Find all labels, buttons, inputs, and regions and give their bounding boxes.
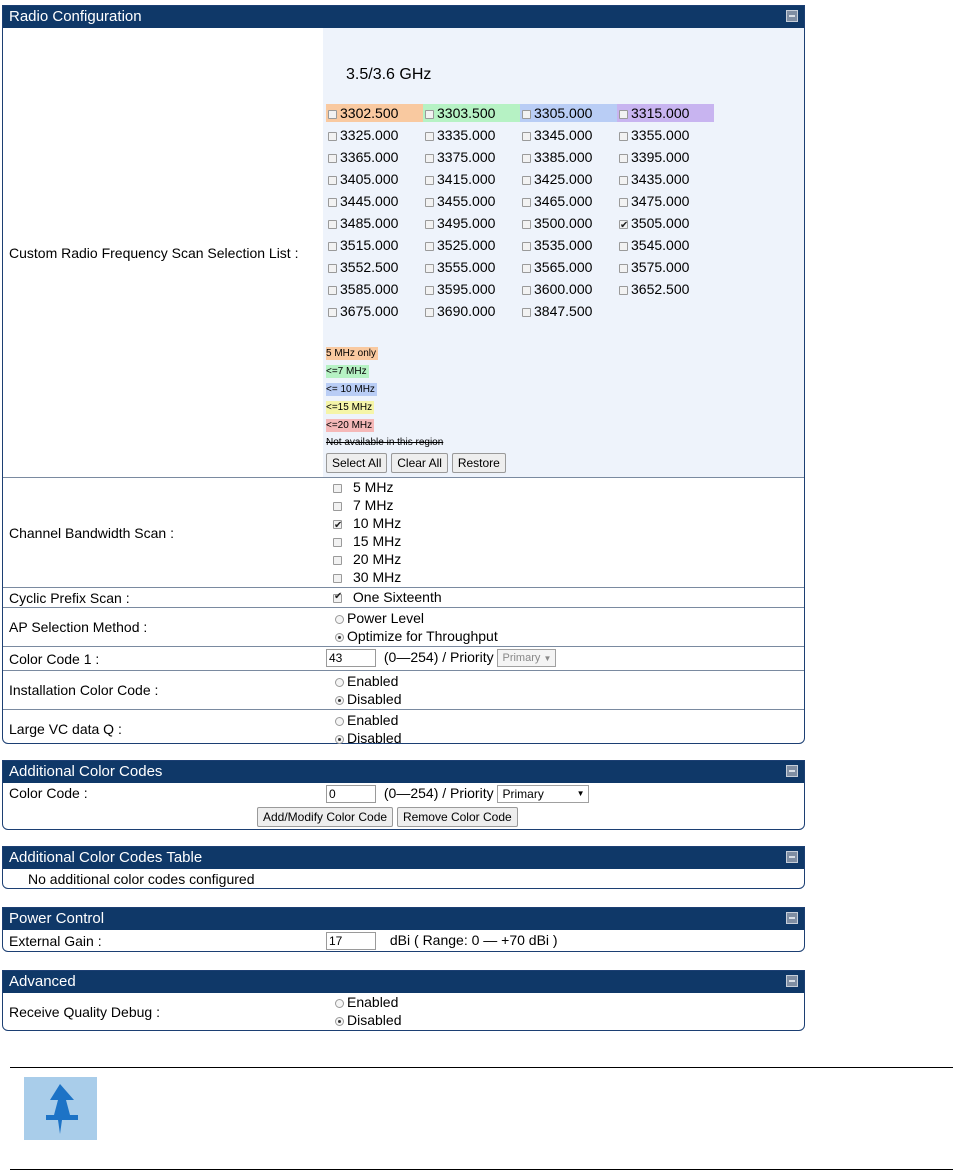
frequency-label: 3405.000: [340, 171, 399, 187]
ap-option-label: Power Level: [347, 610, 425, 626]
frequency-checkbox[interactable]: [425, 220, 434, 229]
option-label: Disabled: [347, 691, 402, 707]
bandwidth-option[interactable]: [333, 550, 401, 568]
frequency-checkbox[interactable]: [522, 154, 531, 163]
frequency-label: 3425.000: [534, 171, 593, 187]
frequency-label: 3435.000: [631, 171, 690, 187]
ap-selection-label: AP Selection Method :: [9, 619, 148, 635]
frequency-checkbox[interactable]: [619, 264, 628, 273]
cyclic-prefix-label: Cyclic Prefix Scan :: [9, 589, 130, 606]
frequency-checkbox[interactable]: [522, 308, 531, 317]
frequency-checkbox[interactable]: [328, 154, 337, 163]
frequency-option[interactable]: [423, 302, 520, 320]
frequency-checkbox[interactable]: [619, 198, 628, 207]
bandwidth-label: 15 MHz: [353, 533, 402, 549]
option-disabled[interactable]: [335, 690, 401, 708]
ap-option-throughput[interactable]: [335, 627, 498, 645]
frequency-option[interactable]: [520, 302, 617, 320]
collapse-icon[interactable]: [786, 10, 798, 22]
receive-quality-options: [335, 993, 401, 1029]
bandwidth-label: 10 MHz: [353, 515, 402, 531]
color-code-input[interactable]: 43: [326, 649, 376, 667]
ap-selection-row: [3, 608, 804, 647]
frequency-label: 3585.000: [340, 281, 399, 297]
radio-button[interactable]: [335, 633, 344, 642]
receive-quality-debug-label: Receive Quality Debug :: [9, 1004, 160, 1020]
frequency-option[interactable]: [520, 258, 617, 276]
pushpin-icon: [24, 1077, 97, 1140]
frequency-label: 3555.000: [437, 259, 496, 275]
bandwidth-label: 20 MHz: [353, 551, 402, 567]
panel-header: [3, 908, 804, 930]
frequency-label: 3595.000: [437, 281, 496, 297]
chevron-down-icon: ▼: [576, 789, 585, 799]
frequency-row: [326, 192, 714, 214]
chevron-down-icon: ▼: [543, 654, 552, 664]
installation-color-code-label: Installation Color Code :: [9, 682, 159, 698]
collapse-icon[interactable]: [786, 765, 798, 777]
frequency-checkbox[interactable]: [619, 110, 628, 119]
frequency-label: 3565.000: [534, 259, 593, 275]
legend-item: [326, 365, 526, 383]
frequency-row: [326, 148, 714, 170]
frequency-label: 3690.000: [437, 303, 496, 319]
option-label: Enabled: [347, 712, 399, 728]
frequency-row: [326, 280, 714, 302]
frequency-option[interactable]: [423, 280, 520, 298]
select-all-button[interactable]: Select All: [326, 453, 387, 473]
priority-value: Primary: [502, 652, 541, 665]
frequency-checkbox[interactable]: [328, 220, 337, 229]
frequency-grid: [326, 104, 714, 324]
bandwidth-option[interactable]: [333, 478, 401, 496]
radio-button[interactable]: [335, 615, 344, 624]
frequency-label: 3345.000: [534, 127, 593, 143]
external-gain-input[interactable]: 17: [326, 932, 376, 950]
frequency-label: 3395.000: [631, 149, 690, 165]
frequency-label: 3445.000: [340, 193, 399, 209]
frequency-label: 3305.000: [534, 105, 593, 121]
legend-label: 5 MHz only: [326, 348, 377, 359]
bandwidth-checkbox[interactable]: [333, 502, 342, 511]
collapse-icon[interactable]: [786, 912, 798, 924]
color-codes-table-panel: [2, 846, 805, 889]
bandwidth-checkbox[interactable]: [333, 574, 342, 583]
frequency-checkbox[interactable]: [619, 132, 628, 141]
bandwidth-checkbox[interactable]: [333, 556, 342, 565]
panel-title: Radio Configuration: [9, 8, 142, 25]
option-enabled[interactable]: [335, 672, 401, 690]
frequency-checkbox[interactable]: [522, 132, 531, 141]
scan-list-label: Custom Radio Frequency Scan Selection List :: [9, 244, 299, 261]
frequency-label: 3485.000: [340, 215, 399, 231]
frequency-option[interactable]: [326, 126, 423, 144]
legend-item: [326, 383, 526, 401]
frequency-label: 3675.000: [340, 303, 399, 319]
frequency-checkbox[interactable]: [425, 198, 434, 207]
frequency-label: 3600.000: [534, 281, 593, 297]
restore-button[interactable]: Restore: [452, 453, 506, 473]
frequency-label: 3575.000: [631, 259, 690, 275]
frequency-option[interactable]: [326, 192, 423, 210]
clear-all-button[interactable]: Clear All: [391, 453, 448, 473]
option-label: Enabled: [347, 673, 399, 689]
scan-list-row: [3, 28, 804, 478]
frequency-label: 3495.000: [437, 215, 496, 231]
bandwidth-option[interactable]: [333, 514, 401, 532]
frequency-option[interactable]: [423, 148, 520, 166]
frequency-row: [326, 104, 714, 126]
option-label: Enabled: [347, 994, 399, 1010]
panel-header: [3, 761, 804, 783]
color-code-controls: [326, 649, 556, 667]
frequency-option[interactable]: [326, 236, 423, 254]
frequency-checkbox[interactable]: [522, 220, 531, 229]
frequency-row: [326, 126, 714, 148]
additional-color-code-controls: [326, 785, 589, 803]
panel-title: Additional Color Codes: [9, 763, 163, 780]
color-code-range: (0—254) / Priority: [383, 649, 494, 665]
large-vc-options: [335, 711, 401, 747]
frequency-label: 3375.000: [437, 149, 496, 165]
frequency-checkbox[interactable]: [619, 286, 628, 295]
frequency-checkbox[interactable]: [425, 154, 434, 163]
frequency-option[interactable]: [423, 104, 520, 122]
bandwidth-checkbox[interactable]: [333, 520, 342, 529]
frequency-row: [326, 258, 714, 280]
panel-header: [3, 971, 804, 993]
frequency-label: 3525.000: [437, 237, 496, 253]
legend-label: <=15 MHz: [326, 402, 373, 413]
scan-buttons: [326, 453, 506, 473]
frequency-option[interactable]: [617, 258, 714, 276]
frequency-label: 3365.000: [340, 149, 399, 165]
bandwidth-options: [333, 478, 401, 586]
bandwidth-option[interactable]: [333, 532, 401, 550]
bandwidth-label: 30 MHz: [353, 569, 402, 585]
frequency-option[interactable]: [520, 236, 617, 254]
cyclic-prefix-option[interactable]: [333, 589, 442, 605]
frequency-option[interactable]: [423, 170, 520, 188]
installation-color-code-row: [3, 671, 804, 710]
radio-button[interactable]: [335, 735, 344, 744]
frequency-checkbox[interactable]: [328, 110, 337, 119]
band-title: 3.5/3.6 GHz: [346, 66, 432, 83]
legend-unavailable: Not available in this region: [326, 437, 444, 448]
frequency-option[interactable]: [520, 214, 617, 232]
advanced-panel: [2, 970, 805, 1031]
channel-bandwidth-label: Channel Bandwidth Scan :: [9, 524, 174, 541]
channel-bandwidth-row: [3, 478, 804, 588]
bandwidth-checkbox[interactable]: [333, 538, 342, 547]
note-top-rule: [10, 1067, 953, 1068]
frequency-option[interactable]: [520, 280, 617, 298]
frequency-label: 3325.000: [340, 127, 399, 143]
panel-title: Power Control: [9, 910, 105, 927]
additional-priority-select[interactable]: [497, 785, 589, 803]
frequency-option[interactable]: [520, 170, 617, 188]
external-gain-unit: dBi ( Range: 0 — +70 dBi ): [389, 932, 558, 948]
frequency-label: 3455.000: [437, 193, 496, 209]
frequency-checkbox[interactable]: [328, 264, 337, 273]
large-vc-label: Large VC data Q :: [9, 721, 122, 737]
frequency-option[interactable]: [326, 214, 423, 232]
frequency-checkbox[interactable]: [619, 242, 628, 251]
frequency-checkbox[interactable]: [522, 264, 531, 273]
frequency-option[interactable]: [423, 236, 520, 254]
bandwidth-legend: [326, 347, 526, 437]
frequency-label: 3415.000: [437, 171, 496, 187]
frequency-option[interactable]: [617, 104, 714, 122]
cyclic-prefix-checkbox[interactable]: [333, 594, 342, 603]
frequency-option[interactable]: [617, 192, 714, 210]
color-code-row: [3, 647, 804, 671]
frequency-checkbox[interactable]: [425, 176, 434, 185]
frequency-option[interactable]: [617, 170, 714, 188]
external-gain-label: External Gain :: [9, 933, 102, 949]
additional-color-code-input[interactable]: 0: [326, 785, 376, 803]
frequency-label: 3335.000: [437, 127, 496, 143]
legend-label: <=20 MHz: [326, 420, 373, 431]
frequency-label: 3545.000: [631, 237, 690, 253]
frequency-option[interactable]: [617, 236, 714, 254]
frequency-label: 3515.000: [340, 237, 399, 253]
legend-item: [326, 347, 526, 365]
radio-button[interactable]: [335, 717, 344, 726]
ap-selection-options: [335, 609, 498, 645]
frequency-checkbox[interactable]: [328, 286, 337, 295]
add-modify-color-code-button[interactable]: Add/Modify Color Code: [257, 807, 393, 827]
frequency-checkbox[interactable]: [522, 176, 531, 185]
priority-select[interactable]: [497, 649, 556, 667]
frequency-checkbox[interactable]: [425, 286, 434, 295]
frequency-checkbox[interactable]: [522, 110, 531, 119]
frequency-checkbox[interactable]: [522, 286, 531, 295]
color-code-label: Color Code 1 :: [9, 650, 100, 667]
frequency-checkbox[interactable]: [522, 198, 531, 207]
radio-button[interactable]: [335, 696, 344, 705]
frequency-option[interactable]: [423, 258, 520, 276]
radio-button[interactable]: [335, 999, 344, 1008]
frequency-checkbox[interactable]: [328, 242, 337, 251]
frequency-row: [326, 302, 714, 324]
additional-color-code-range: (0—254) / Priority: [383, 785, 494, 801]
priority-value: Primary: [502, 787, 544, 802]
option-label: Disabled: [347, 1012, 402, 1028]
bandwidth-option[interactable]: [333, 496, 401, 514]
frequency-label: 3505.000: [631, 215, 690, 231]
power-control-panel: [2, 907, 805, 952]
frequency-checkbox[interactable]: [619, 220, 628, 229]
remove-color-code-button[interactable]: Remove Color Code: [397, 807, 518, 827]
frequency-label: 3500.000: [534, 215, 593, 231]
frequency-checkbox[interactable]: [328, 132, 337, 141]
additional-code-buttons: [257, 807, 518, 827]
frequency-row: [326, 236, 714, 258]
frequency-checkbox[interactable]: [328, 176, 337, 185]
ap-option-label: Optimize for Throughput: [347, 628, 498, 644]
cyclic-prefix-row: [3, 588, 804, 608]
option-enabled[interactable]: [335, 711, 401, 729]
frequency-row: [326, 170, 714, 192]
external-gain-controls: [326, 932, 558, 950]
bandwidth-label: 5 MHz: [353, 479, 394, 495]
frequency-label: 3315.000: [631, 105, 690, 121]
frequency-option[interactable]: [520, 148, 617, 166]
radio-button[interactable]: [335, 678, 344, 687]
frequency-label: 3355.000: [631, 127, 690, 143]
frequency-option[interactable]: [326, 258, 423, 276]
legend-label: <=7 MHz: [326, 366, 367, 377]
frequency-checkbox[interactable]: [425, 110, 434, 119]
frequency-option[interactable]: [520, 192, 617, 210]
note-icon-box: [24, 1077, 97, 1140]
frequency-label: 3847.500: [534, 303, 593, 319]
panel-header: [3, 6, 804, 28]
frequency-option[interactable]: [423, 126, 520, 144]
frequency-option[interactable]: [326, 170, 423, 188]
frequency-checkbox[interactable]: [425, 308, 434, 317]
frequency-option[interactable]: [617, 126, 714, 144]
frequency-option[interactable]: [326, 104, 423, 122]
frequency-checkbox[interactable]: [619, 154, 628, 163]
radio-configuration-panel: [2, 5, 805, 744]
frequency-option[interactable]: [326, 302, 423, 320]
frequency-option[interactable]: [423, 192, 520, 210]
color-code-label: Color Code :: [9, 785, 88, 801]
frequency-option[interactable]: [520, 104, 617, 122]
frequency-checkbox[interactable]: [522, 242, 531, 251]
frequency-label: 3652.500: [631, 281, 690, 297]
frequency-checkbox[interactable]: [425, 132, 434, 141]
bandwidth-label: 7 MHz: [353, 497, 394, 513]
frequency-checkbox[interactable]: [619, 176, 628, 185]
frequency-checkbox[interactable]: [328, 308, 337, 317]
legend-item: [326, 401, 526, 419]
installation-options: [335, 672, 401, 708]
frequency-option[interactable]: [617, 148, 714, 166]
frequency-checkbox[interactable]: [425, 242, 434, 251]
frequency-option[interactable]: [617, 214, 714, 232]
bandwidth-option[interactable]: [333, 568, 401, 586]
panel-header: [3, 847, 804, 869]
option-label: Disabled: [347, 730, 402, 746]
frequency-label: 3475.000: [631, 193, 690, 209]
frequency-label: 3552.500: [340, 259, 399, 275]
frequency-label: 3535.000: [534, 237, 593, 253]
collapse-icon[interactable]: [786, 975, 798, 987]
frequency-label: 3302.500: [340, 105, 399, 121]
frequency-option[interactable]: [423, 214, 520, 232]
option-enabled[interactable]: [335, 993, 401, 1011]
collapse-icon[interactable]: [786, 851, 798, 863]
panel-title: Advanced: [9, 973, 76, 990]
frequency-label: 3385.000: [534, 149, 593, 165]
option-disabled[interactable]: [335, 729, 401, 747]
cyclic-prefix-text: One Sixteenth: [352, 589, 442, 605]
frequency-checkbox[interactable]: [328, 198, 337, 207]
legend-item: [326, 419, 526, 437]
frequency-option[interactable]: [617, 280, 714, 298]
radio-button[interactable]: [335, 1017, 344, 1026]
empty-table-text: No additional color codes configured: [28, 871, 255, 887]
frequency-option[interactable]: [326, 148, 423, 166]
frequency-checkbox[interactable]: [425, 264, 434, 273]
ap-option-power-level[interactable]: [335, 609, 498, 627]
legend-label: <= 10 MHz: [326, 384, 375, 395]
frequency-option[interactable]: [520, 126, 617, 144]
note-bottom-rule: [10, 1169, 953, 1170]
option-disabled[interactable]: [335, 1011, 401, 1029]
frequency-label: 3303.500: [437, 105, 496, 121]
frequency-label: 3465.000: [534, 193, 593, 209]
frequency-option[interactable]: [326, 280, 423, 298]
bandwidth-checkbox[interactable]: [333, 484, 342, 493]
panel-title: Additional Color Codes Table: [9, 849, 203, 866]
large-vc-row: [3, 710, 804, 748]
frequency-row: [326, 214, 714, 236]
additional-color-codes-panel: [2, 760, 805, 830]
